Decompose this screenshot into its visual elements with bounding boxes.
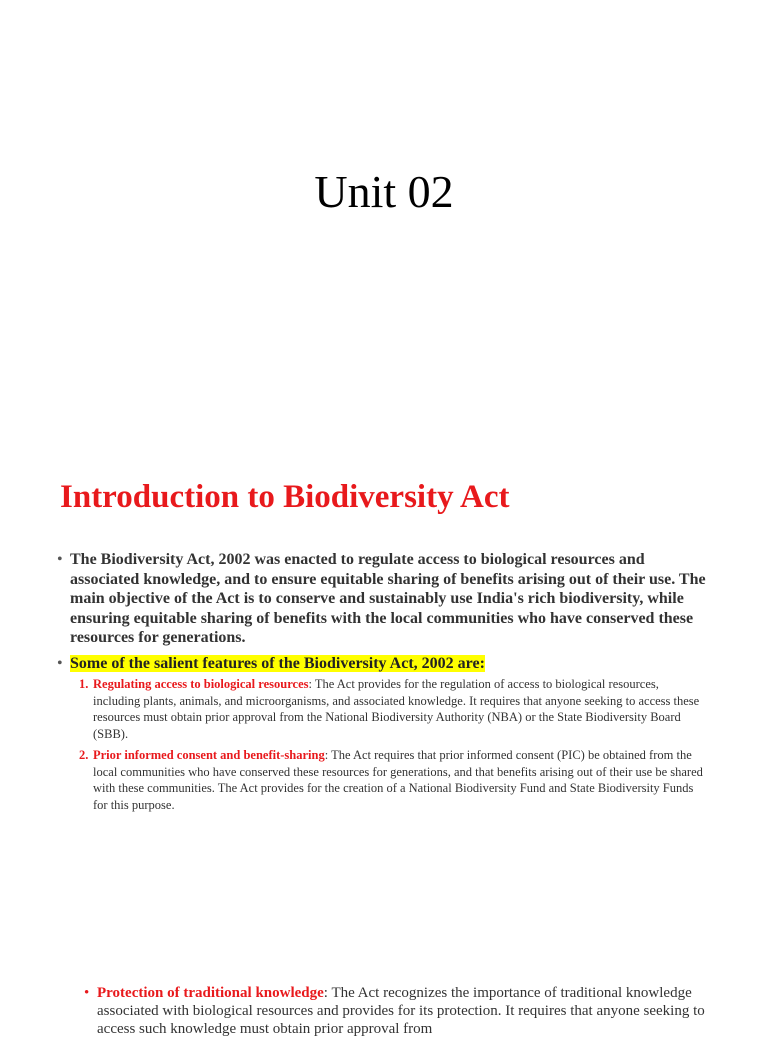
feature-number: 2. [79, 748, 89, 762]
feature-item [79, 747, 709, 813]
traditional-knowledge-term: Protection of traditional knowledge [97, 985, 324, 1001]
feature-term: Prior informed consent and benefit-sharing [93, 748, 325, 762]
feature-text: : The Act requires that prior informed consent (PIC) be obtained from the local communities who have conserved these resources for generations, and that benefits arising out of their use be shared with these communities. The Act provides for the creation of a National Biodiversity Fund and State Biodiversity Funds for this purpose. [93, 748, 703, 812]
slide-unit-title [0, 0, 768, 430]
feature-list [79, 676, 709, 813]
bullet-icon: • [84, 985, 90, 1001]
feature-text: : The Act provides for the regulation of access to biological resources, including plants, animals, and microorganisms, and associated knowledge. It requires that anyone seeking to access these resources must obtain prior approval from the National Biodiversity Authority (NBA) or the State Biodiversity Board (SBB). [93, 677, 700, 741]
bullet-traditional-knowledge [84, 984, 727, 1038]
highlighted-heading: Some of the salient features of the Biodiversity Act, 2002 are: [70, 654, 485, 672]
section-title: Introduction to Biodiversity Act [60, 479, 510, 515]
traditional-knowledge-text: : The Act recognizes the importance of traditional knowledge associated with biological resources and provides for its protection. It requires that anyone seeking to access such knowledge must obtain prior approval from [97, 985, 705, 1037]
feature-number: 1. [79, 677, 89, 691]
bullet-icon: • [57, 654, 63, 672]
bullet-intro-text: The Biodiversity Act, 2002 was enacted to regulate access to biological resources and associated knowledge, and to ensure equitable sharing of benefits arising out of their use. The main objective of the Act is to conserve and sustainably use India's rich biodiversity, while ensuring equitable sharing of benefits with the local communities who have conserved these resources for generations. [70, 551, 706, 646]
bullet-icon: • [57, 551, 63, 568]
slide-traditional-knowledge [0, 910, 768, 1037]
bullet-list [57, 550, 717, 813]
feature-term: Regulating access to biological resources [93, 677, 309, 691]
feature-item [79, 676, 709, 742]
unit-title: Unit 02 [314, 166, 454, 217]
bullet-intro [57, 550, 717, 648]
slide-introduction [0, 430, 768, 910]
bullet-features [57, 654, 717, 674]
